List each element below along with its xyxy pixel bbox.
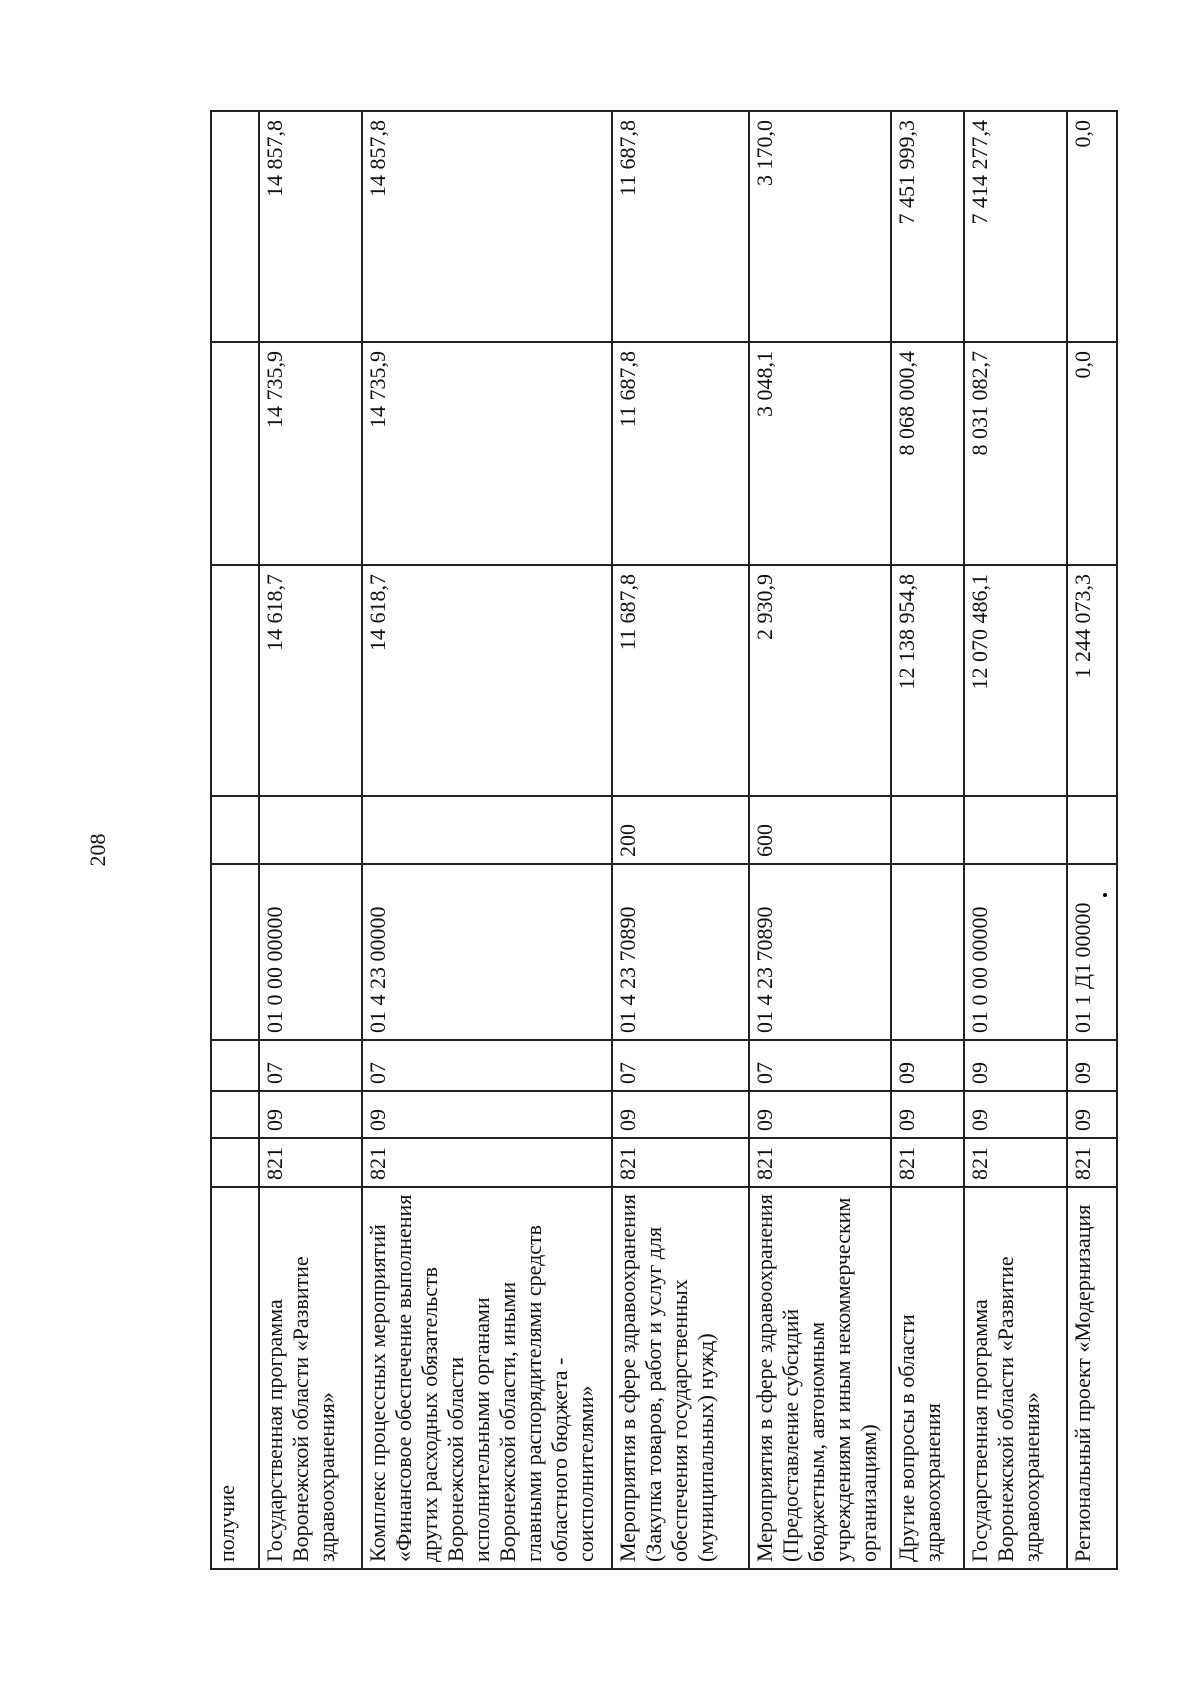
cell-sum-2026: 11 687,8 [612, 111, 750, 342]
cell-grbs: 821 [362, 1138, 612, 1187]
cell-sum-2026: 7 414 277,4 [964, 111, 1067, 342]
table-row [891, 111, 964, 1569]
cell-sum-2024: 2 930,9 [749, 565, 890, 796]
cell-sum-2024 [211, 565, 259, 796]
page-number: 208 [85, 833, 110, 867]
cell-sum-2026: 7 451 999,3 [891, 111, 964, 342]
cell-sum-2025: 8 031 082,7 [964, 342, 1067, 565]
cell-sum-2025: 8 068 000,4 [891, 342, 964, 565]
cell-pr: 07 [362, 1040, 612, 1091]
cell-vr [964, 796, 1067, 864]
cell-grbs: 821 [964, 1138, 1067, 1187]
cell-sum-2025: 11 687,8 [612, 342, 750, 565]
cell-grbs: 821 [612, 1138, 750, 1187]
cell-rz: 09 [891, 1091, 964, 1138]
table-body [211, 111, 1117, 1569]
cell-grbs: 821 [259, 1138, 362, 1187]
table-row [1067, 111, 1117, 1569]
cell-csr: 01 4 23 70890 [749, 864, 890, 1040]
cell-pr [211, 1040, 259, 1091]
cell-sum-2024: 12 138 954,8 [891, 565, 964, 796]
cell-name: Региональный проект «Модернизация [1067, 1187, 1117, 1569]
table-row [749, 111, 890, 1569]
cell-vr [1067, 796, 1117, 864]
cell-sum-2025: 0,0 [1067, 342, 1117, 565]
cell-pr: 09 [964, 1040, 1067, 1091]
table-row [211, 111, 259, 1569]
cell-vr [211, 796, 259, 864]
cell-name: получие [211, 1187, 259, 1569]
cell-sum-2025: 14 735,9 [259, 342, 362, 565]
cell-sum-2024: 14 618,7 [362, 565, 612, 796]
cell-rz [211, 1091, 259, 1138]
cell-sum-2025: 3 048,1 [749, 342, 890, 565]
cell-rz: 09 [1067, 1091, 1117, 1138]
cell-sum-2024: 11 687,8 [612, 565, 750, 796]
cell-csr: 01 4 23 00000 [362, 864, 612, 1040]
cell-sum-2026: 0,0 [1067, 111, 1117, 342]
cell-grbs: 821 [1067, 1138, 1117, 1187]
cell-csr: 01 1 Д1 00000 [1067, 864, 1117, 1040]
cell-grbs: 821 [891, 1138, 964, 1187]
cell-rz: 09 [259, 1091, 362, 1138]
cell-csr: 01 0 00 00000 [964, 864, 1067, 1040]
table-row [362, 111, 612, 1569]
cell-name: Мероприятия в сфере здравоохранения (Предоставление субсидий бюджетным, автономным учреждениям и иным некоммерческим организациям) [749, 1187, 890, 1569]
table-row [612, 111, 750, 1569]
cell-vr [259, 796, 362, 864]
cell-vr [362, 796, 612, 864]
cell-pr: 07 [612, 1040, 750, 1091]
cell-name: Мероприятия в сфере здравоохранения (Закупка товаров, работ и услуг для обеспечения государственных (муниципальных) нужд) [612, 1187, 750, 1569]
cell-csr [211, 864, 259, 1040]
cell-name: Государственная программа Воронежской области «Развитие здравоохранения» [964, 1187, 1067, 1569]
cell-pr: 09 [1067, 1040, 1117, 1091]
cell-sum-2026 [211, 111, 259, 342]
cell-pr: 09 [891, 1040, 964, 1091]
cell-vr: 200 [612, 796, 750, 864]
cell-sum-2024: 1 244 073,3 [1067, 565, 1117, 796]
table-row [964, 111, 1067, 1569]
table-row [259, 111, 362, 1569]
cell-sum-2024: 12 070 486,1 [964, 565, 1067, 796]
cell-grbs [211, 1138, 259, 1187]
cell-rz: 09 [749, 1091, 890, 1138]
cell-rz: 09 [964, 1091, 1067, 1138]
cell-pr: 07 [259, 1040, 362, 1091]
cell-sum-2025 [211, 342, 259, 565]
cell-sum-2026: 3 170,0 [749, 111, 890, 342]
cell-rz: 09 [362, 1091, 612, 1138]
cell-grbs: 821 [749, 1138, 890, 1187]
cell-name: Комплекс процессных мероприятий «Финансовое обеспечение выполнения других расходных обязательств Воронежской области исполнительными органами Воронежской области, иными главными распорядителями средств областного бюджета - соисполнителями» [362, 1187, 612, 1569]
cell-sum-2025: 14 735,9 [362, 342, 612, 565]
cell-name: Другие вопросы в области здравоохранения [891, 1187, 964, 1569]
cell-pr: 07 [749, 1040, 890, 1091]
cell-sum-2026: 14 857,8 [362, 111, 612, 342]
cell-vr: 600 [749, 796, 890, 864]
cell-name: Государственная программа Воронежской области «Развитие здравоохранения» [259, 1187, 362, 1569]
cell-csr [891, 864, 964, 1040]
cell-csr: 01 0 00 00000 [259, 864, 362, 1040]
cell-sum-2024: 14 618,7 [259, 565, 362, 796]
budget-table [210, 110, 1118, 1570]
rotated-table-container [210, 112, 1118, 1570]
cell-sum-2026: 14 857,8 [259, 111, 362, 342]
cell-csr: 01 4 23 70890 [612, 864, 750, 1040]
cell-vr [891, 796, 964, 864]
cell-rz: 09 [612, 1091, 750, 1138]
